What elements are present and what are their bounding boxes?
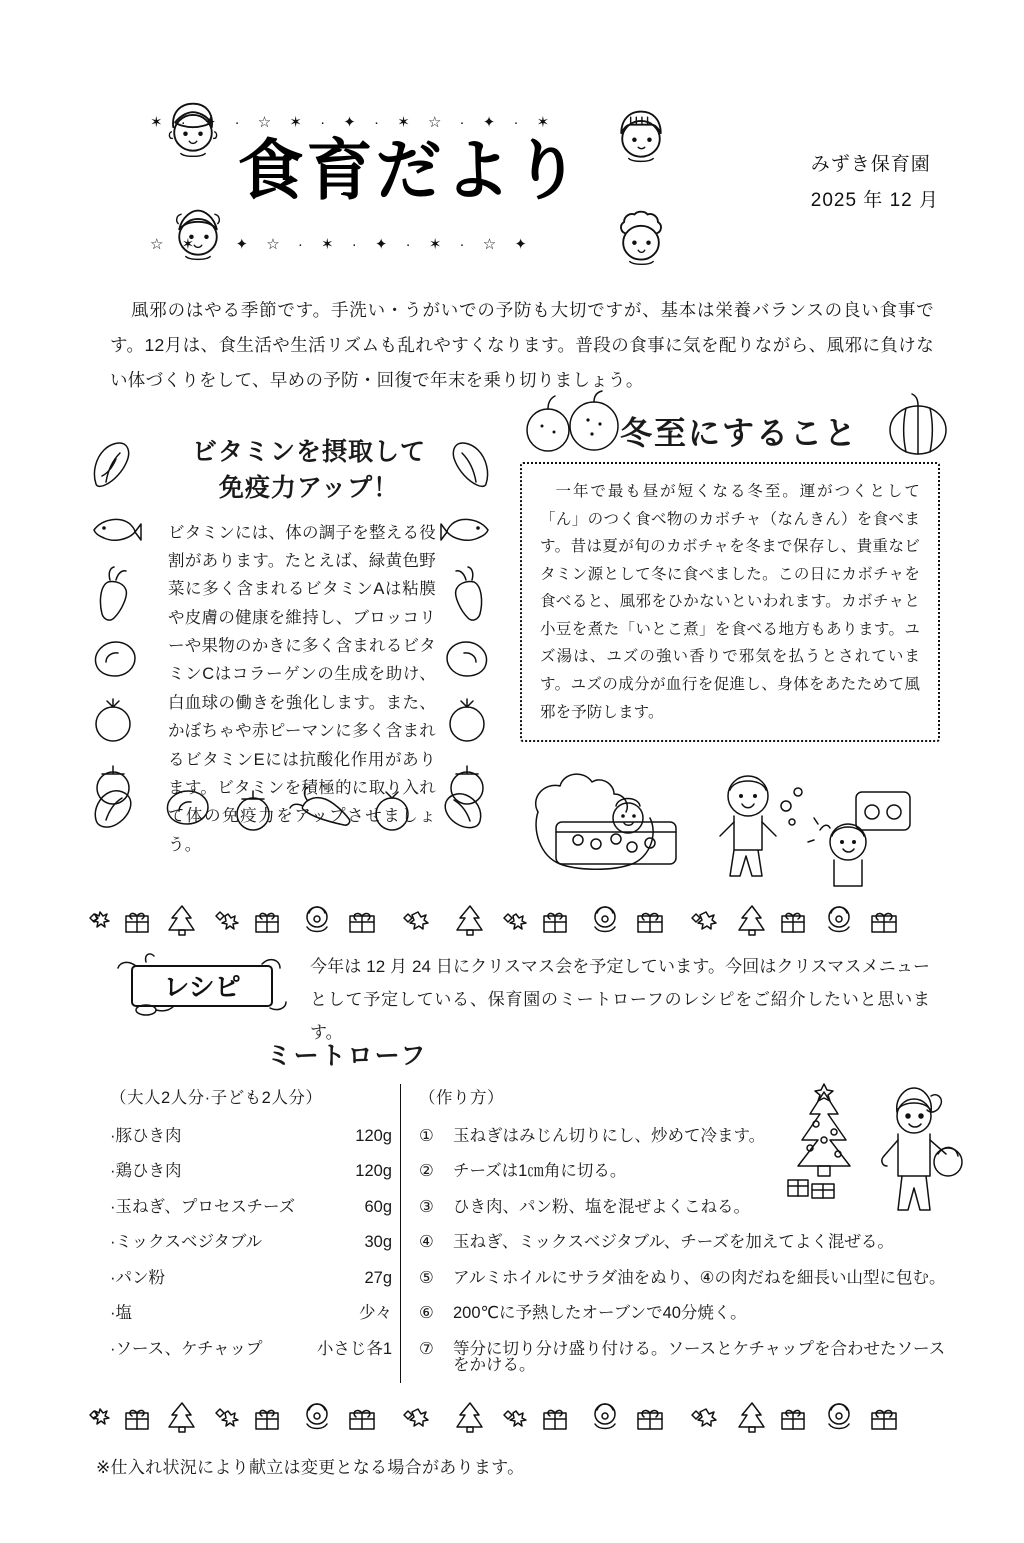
step-number: ⑥	[419, 1304, 434, 1322]
page-title: 食育だより	[237, 132, 583, 209]
header-decor-top: ✶ · ✦ · ☆ ✶ · ✦ · ✶ ☆ · ✦ · ✶	[150, 114, 557, 131]
touji-heading: 冬至にすること	[619, 414, 858, 452]
step-number: ⑦	[419, 1339, 434, 1358]
step-text: 玉ねぎはみじん切りにし、炒めて冷ます。	[453, 1126, 766, 1145]
yuzu-bath-illustration	[520, 746, 940, 896]
ingredient-name: ·鶏ひき肉	[110, 1162, 182, 1180]
ingredient-amount: 120g	[355, 1126, 392, 1145]
christmas-divider-bottom	[0, 1397, 1024, 1443]
ingredients-heading: （大人2人分·子ども2人分）	[110, 1089, 323, 1107]
ingredient-row	[110, 1225, 400, 1261]
step-text: チーズは1㎝角に切る。	[453, 1162, 627, 1180]
persimmon-icon	[227, 784, 279, 836]
step-text: 玉ねぎ、ミックスベジタブル、チーズを加えてよく混ぜる。	[453, 1233, 894, 1251]
ingredient-amount: 30g	[364, 1233, 392, 1251]
step-number: ④	[419, 1233, 434, 1251]
step-row	[419, 1225, 960, 1261]
ingredient-row	[110, 1189, 400, 1225]
ingredient-amount: 少々	[359, 1304, 392, 1322]
recipe-body	[110, 1084, 1024, 1383]
step-text: 等分に切り分け盛り付ける。ソースとケチャップを合わせたソースをかける。	[453, 1339, 946, 1374]
ingredients-column	[110, 1084, 400, 1383]
ingredient-name: ·パン粉	[110, 1268, 165, 1287]
tomato-icon	[366, 784, 418, 836]
ingredient-amount: 27g	[364, 1268, 392, 1287]
step-text: 200℃に予熱したオーブンで40分焼く。	[453, 1304, 747, 1322]
ingredient-name: ·塩	[110, 1304, 132, 1322]
vitamin-heading-line1: ビタミンを摂取して	[191, 438, 426, 466]
ingredient-row	[110, 1118, 400, 1154]
christmas-tree-and-santa-illustration	[782, 1076, 972, 1226]
ingredient-name: ·玉ねぎ、プロセスチーズ	[110, 1197, 296, 1216]
header-decor-bottom: ☆ ✶ · ✦ ☆ · ✶ · ✦ · ✶ · ☆ ✦	[150, 236, 534, 253]
step-number: ②	[419, 1162, 434, 1180]
recipe-badge	[112, 952, 298, 1018]
svg-text:レシピ: レシピ	[163, 973, 241, 1003]
footer-note: ※仕入れ状況により献立は変更となる場合があります。	[96, 1458, 525, 1477]
ingredient-name: ·ミックスベジタブル	[110, 1233, 263, 1251]
mikan-icon	[512, 390, 642, 456]
newsletter-header	[0, 95, 1024, 285]
vitamin-heading-line2: 免疫力アップ！	[218, 474, 400, 503]
step-row	[419, 1296, 960, 1332]
ingredient-row	[110, 1154, 400, 1190]
ingredient-row	[110, 1296, 400, 1332]
lettuce-icon	[426, 787, 488, 833]
step-number: ⑤	[419, 1268, 434, 1287]
ingredient-amount: 60g	[364, 1197, 392, 1216]
intro-text: 風邪のはやる季節です。手洗い・うがいでの予防も大切ですが、基本は栄養バランスの良い食事です。12月は、食生活や生活リズムも乱れやすくなります。普段の食事に気を配りながら、風邪に負けない体づくりをして、早めの予防・回復で年末を乗り切りましょう。	[110, 300, 934, 390]
ingredient-amount: 小さじ各1	[316, 1339, 392, 1358]
step-row	[419, 1331, 960, 1383]
intro-section	[110, 293, 934, 398]
ingredient-row	[110, 1260, 400, 1296]
touji-text-box	[520, 462, 940, 742]
kabocha-icon	[882, 390, 954, 458]
recipe-intro-section	[0, 948, 1024, 1043]
carrot-icon	[287, 786, 359, 834]
ingredient-name: ·豚ひき肉	[110, 1126, 182, 1145]
meat-icon	[158, 786, 220, 834]
lettuce-icon	[88, 784, 150, 836]
step-text: アルミホイルにサラダ油をぬり、④の肉だねを細長い山型に包む。	[453, 1268, 946, 1287]
recipe-title: ミートローフ	[266, 1042, 428, 1070]
vitamin-body-text: ビタミンには、体の調子を整える役割があります。たとえば、緑黄色野菜に多く含まれるビタミンAは粘膜や皮膚の健康を維持し、ブロッコリーや果物のかきに多く含まれるビタミンCはコラーゲンの生成を助け、白血球の働きを強化します。また、かぼちゃや赤ピーマンに多く含まれるビタミンEには抗酸化作用があります。ビタミンを積極的に取り入れて体の免疫力をアップさせましょう。	[168, 523, 436, 854]
middle-section	[0, 414, 1024, 894]
christmas-divider-top	[0, 900, 1024, 946]
recipe-intro-text: 今年は 12 月 24 日にクリスマス会を予定しています。今回はクリスマスメニューとして予定している、保育園のミートローフのレシピをご紹介したいと思います。	[310, 957, 930, 1043]
step-text: ひき肉、パン粉、塩を混ぜよくこねる。	[453, 1197, 750, 1216]
issue-date: 2025 年 12 月	[810, 190, 939, 212]
step-number: ①	[419, 1126, 434, 1145]
organization-name: みずき保育園	[810, 154, 931, 175]
vegetable-border-bottom	[88, 784, 488, 836]
step-row	[419, 1260, 960, 1296]
ingredient-name: ·ソース、ケチャップ	[110, 1339, 263, 1358]
vitamin-heading	[96, 434, 496, 507]
steps-heading: （作り方）	[419, 1089, 504, 1107]
touji-article	[520, 408, 940, 901]
ingredient-row	[110, 1331, 400, 1367]
masthead-meta	[811, 147, 939, 219]
step-number: ③	[419, 1197, 434, 1216]
touji-body-text: 一年で最も昼が短くなる冬至。運がつくとして「ん」のつく食べ物のカボチャ（なんきん）を食べます。昔は夏が旬のカボチャを冬まで保存し、貴重なビタミン源として冬に食べました。この日にカボチャを食べると、風邪をひかないといわれます。カボチャと小豆を煮た「いとこ煮」を食べる地方もあります。ユズ湯は、ユズの強い香りで邪気を払うとされています。ユズの成分が血行を促進し、身体をあたためて風邪を予防します。	[540, 483, 920, 721]
title-frame	[140, 95, 680, 265]
ingredient-amount: 120g	[355, 1162, 392, 1180]
